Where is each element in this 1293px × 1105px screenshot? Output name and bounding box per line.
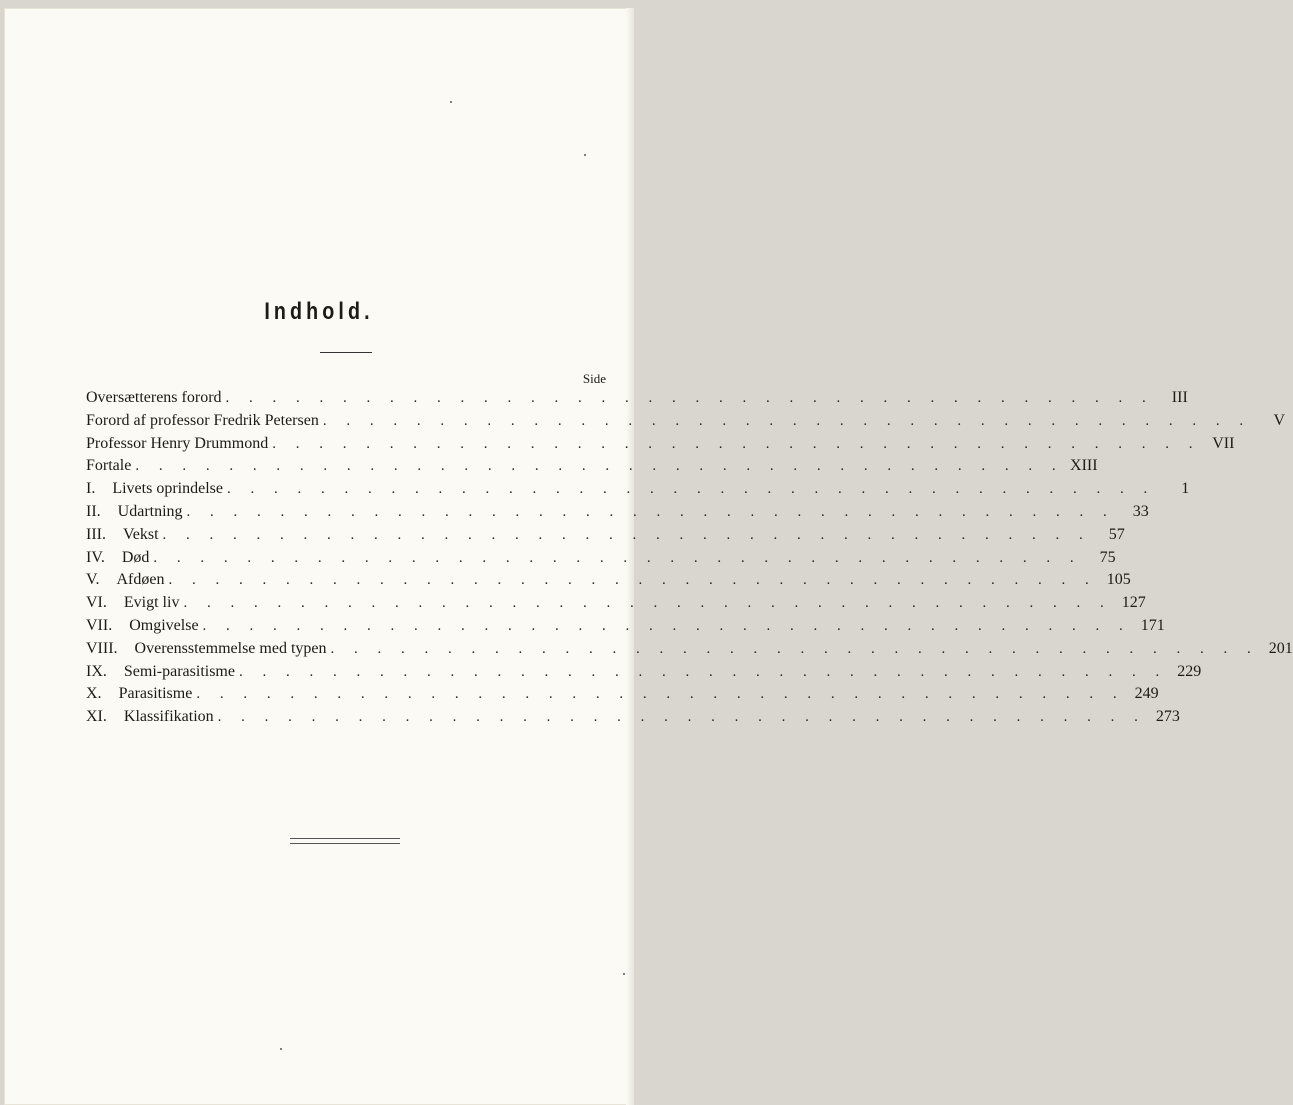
toc-entry: [86, 524, 1125, 547]
chapter-title: Fortale: [86, 455, 135, 478]
page-number: 229: [1177, 662, 1202, 680]
page-number: 273: [1155, 708, 1180, 726]
dot-leader: . . . . . . . . . . . . . . . . . . . . . . . . . . . . . . . . . . . . . . . .: [202, 617, 1131, 634]
dot-leader: . . . . . . . . . . . . . . . . . . . . . . . . . . . . . . . . . . . . . . . .: [226, 481, 1156, 498]
chapter-number: V.: [86, 571, 100, 589]
chapter-number: II.: [86, 502, 101, 520]
side-column-label: Side: [582, 371, 606, 386]
toc-entry: [86, 569, 1131, 592]
chapter-number: VI.: [86, 594, 107, 612]
page-number: 33: [1132, 502, 1149, 520]
toc-entry: [86, 501, 1149, 524]
dot-leader: . . . . . . . . . . . . . . . . . . . . . . . . . . . . . . . . . . . . . . . .: [183, 595, 1112, 612]
dot-leader: . . . . . . . . . . . . . . . . . . . . . . . . . . . . . . . . . . . . . . . .: [162, 526, 1091, 543]
decorative-double-rule: [290, 838, 400, 844]
dot-leader: . . . . . . . . . . . . . . . . . . . . . . . . . . . . . . . . . . . . . . . .: [186, 503, 1115, 520]
table-of-contents: [86, 387, 1293, 729]
dot-leader: . . . . . . . . . . . . . . . . . . . . . . . . . . . . . . . . . . . . . . . .: [168, 572, 1097, 589]
page-number: V: [1273, 411, 1286, 429]
toc-entry: [86, 455, 1098, 478]
toc-entry: [86, 547, 1116, 570]
chapter-number: I.: [86, 480, 96, 498]
paper-speck: [584, 154, 586, 156]
chapter-number: VIII.: [86, 639, 118, 657]
chapter-title: Livets oprindelse: [112, 478, 227, 501]
paper-speck: [623, 973, 625, 975]
page-number: XIII: [1070, 457, 1098, 475]
dot-leader: . . . . . . . . . . . . . . . . . . . . . . . . . . . . . . . . . . . . . . . .: [238, 663, 1168, 680]
page-number: III: [1171, 389, 1188, 406]
page-number: 1: [1181, 480, 1190, 498]
toc-entry: [86, 661, 1202, 684]
page-number: 171: [1140, 616, 1165, 634]
chapter-title: Omgivelse: [129, 615, 202, 638]
chapter-title: Semi-parasitisme: [124, 661, 239, 684]
chapter-title: Professor Henry Drummond: [86, 433, 272, 456]
dot-leader: . . . . . . . . . . . . . . . . . . . . . . . . . . . . . . . . . . . . . . . .: [196, 686, 1125, 703]
dot-leader: . . . . . . . . . . . . . . . . . . . . . . . . . . . . . . . . . . . . . . . .: [135, 458, 1064, 475]
page-number: 57: [1108, 525, 1125, 543]
chapter-title: Klassifikation: [124, 706, 218, 729]
page-number: 75: [1099, 548, 1116, 566]
page-number: 127: [1121, 594, 1146, 612]
page-number: VII: [1212, 434, 1235, 452]
chapter-title: Afdøen: [117, 569, 169, 592]
chapter-title: Forord af professor Fredrik Petersen: [86, 410, 323, 433]
chapter-title: Overensstemmelse med typen: [135, 638, 331, 661]
chapter-number: X.: [86, 685, 102, 703]
toc-entry: [86, 706, 1180, 729]
chapter-number: IX.: [86, 662, 107, 680]
chapter-number: XI.: [86, 708, 107, 726]
chapter-title: Udartning: [118, 501, 187, 524]
chapter-title: Vekst: [123, 524, 163, 547]
paper-speck: [450, 101, 452, 103]
chapter-number: VII.: [86, 616, 113, 634]
paper-speck: [280, 1048, 282, 1050]
toc-entry: [86, 433, 1235, 456]
dot-leader: . . . . . . . . . . . . . . . . . . . . . . . . . . . . . . . . . . . . . . . .: [217, 709, 1146, 726]
toc-entry: [86, 683, 1159, 706]
dot-leader: . . . . . . . . . . . . . . . . . . . . . . . . . . . . . . . . . . . . . . . .: [330, 640, 1259, 657]
chapter-title: Oversætterens forord: [86, 387, 226, 410]
page-number: 249: [1134, 685, 1159, 703]
page-number: 201: [1268, 639, 1293, 657]
toc-entry: [86, 615, 1165, 638]
book-page: [4, 8, 1293, 1105]
toc-entry: [86, 638, 1293, 661]
toc-entry: [86, 592, 1146, 615]
page-title: Indhold.: [264, 298, 374, 325]
chapter-title: Parasitisme: [119, 683, 197, 706]
chapter-number: III.: [86, 525, 106, 543]
toc-entry: [86, 387, 1188, 410]
page-number: 105: [1106, 571, 1131, 589]
toc-entry: [86, 478, 1190, 501]
title-rule: [320, 352, 372, 353]
chapter-number: IV.: [86, 548, 105, 566]
dot-leader: . . . . . . . . . . . . . . . . . . . . . . . . . . . . . . . . . . . . . . . .: [225, 390, 1154, 406]
chapter-title: Død: [122, 547, 154, 570]
dot-leader: . . . . . . . . . . . . . . . . . . . . . . . . . . . . . . . . . . . . . . . .: [272, 435, 1201, 452]
dot-leader: . . . . . . . . . . . . . . . . . . . . . . . . . . . . . . . . . . . . . . . .: [153, 549, 1082, 566]
dot-leader: . . . . . . . . . . . . . . . . . . . . . . . . . . . . . . . . . . . . . . . .: [322, 412, 1252, 429]
chapter-title: Evigt liv: [124, 592, 184, 615]
toc-entry: [86, 410, 1286, 433]
